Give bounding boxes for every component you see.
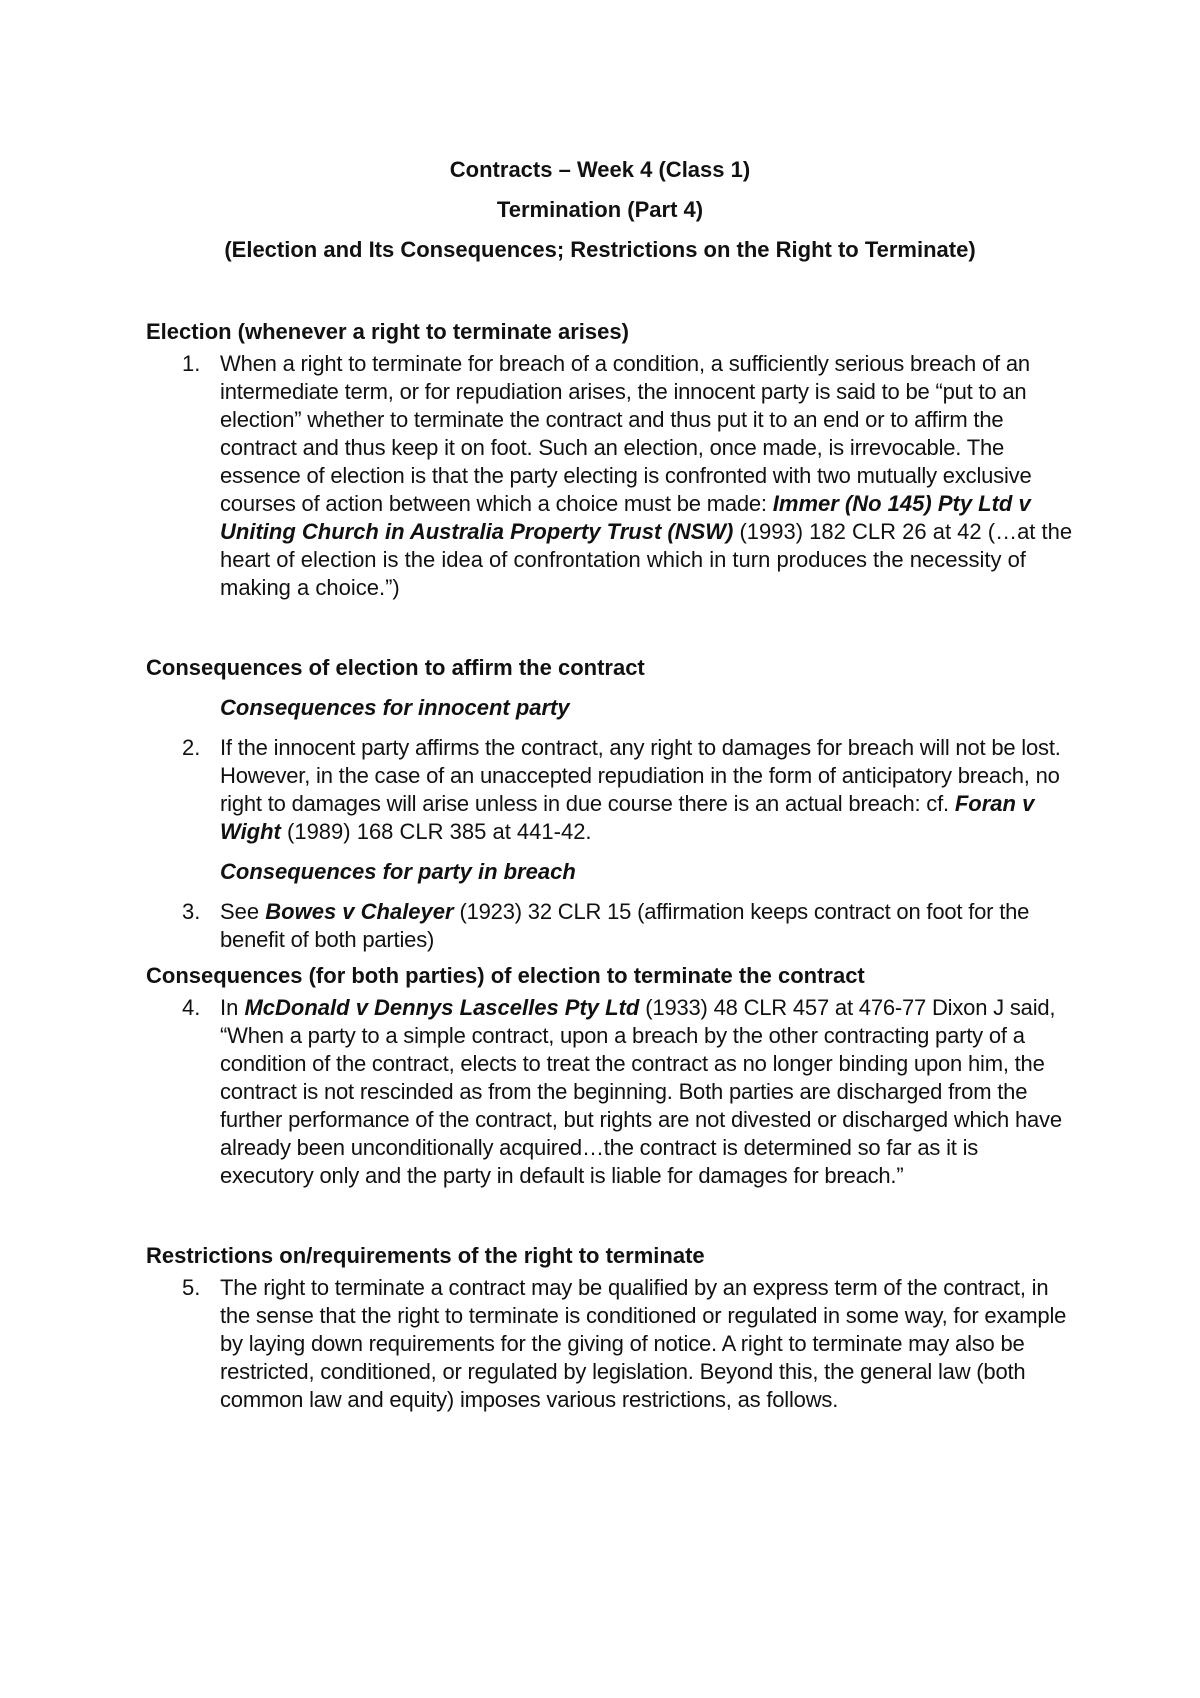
item-text: (1993) 182 CLR 26 at 42 (…at the heart of election is the idea of confrontation which in turn produces the necessity of making a choice.”) xyxy=(220,519,1073,600)
item-text: See xyxy=(220,899,266,924)
list-item-2 xyxy=(146,734,1076,846)
document-title: Contracts – Week 4 (Class 1) xyxy=(449,157,751,182)
item-number: 1. xyxy=(182,351,201,376)
heading-election: Election (whenever a right to terminate arises) xyxy=(146,319,629,344)
heading-terminate: Consequences (for both parties) of election to terminate the contract xyxy=(146,963,865,988)
item-text: The right to terminate a contract may be qualified by an express term of the contract, in the sense that the right to terminate is conditioned or regulated in some way, for example by laying down requirements for the giving of notice. A right to terminate may also be restricted, conditioned, or regulated by legislation. Beyond this, the general law (both common law and equity) imposes various restrictions, as follows. xyxy=(220,1275,1067,1412)
case-citation: Bowes v Chaleyer xyxy=(265,899,454,924)
list-item-1 xyxy=(146,350,1076,602)
subheading-party-in-breach: Consequences for party in breach xyxy=(220,859,576,884)
title-block xyxy=(0,156,1200,276)
item-number: 2. xyxy=(182,735,201,760)
list-item-3 xyxy=(146,898,1076,954)
document-topic: (Election and Its Consequences; Restrictions on the Right to Terminate) xyxy=(224,237,976,262)
heading-affirm: Consequences of election to affirm the contract xyxy=(146,655,645,680)
list-item-5 xyxy=(146,1274,1076,1414)
item-text: (1989) 168 CLR 385 at 441-42. xyxy=(280,819,592,844)
item-text: In xyxy=(220,995,245,1020)
case-citation: McDonald v Dennys Lascelles Pty Ltd xyxy=(244,995,640,1020)
item-text: If the innocent party affirms the contract, any right to damages for breach will not be lost. However, in the case of an unaccepted repudiation in the form of anticipatory breach, no right to damages will arise unless in due course there is an actual breach: cf. xyxy=(220,735,1061,816)
item-text: When a right to terminate for breach of a condition, a sufficiently serious breach of an intermediate term, or for repudiation arises, the innocent party is said to be “put to an election” whether to terminate the contract and thus put it to an end or to affirm the contract and thus keep it on foot. Such an election, once made, is irrevocable. The essence of election is that the party electing is confronted with two mutually exclusive courses of action between which a choice must be made: xyxy=(220,351,1032,516)
case-citation: Foran v Wight xyxy=(220,791,1035,844)
item-number: 4. xyxy=(182,995,201,1020)
list-item-4 xyxy=(146,994,1076,1190)
subheading-innocent-party: Consequences for innocent party xyxy=(220,695,570,720)
heading-restrictions: Restrictions on/requirements of the right to terminate xyxy=(146,1243,705,1268)
item-text: (1923) 32 CLR 15 (affirmation keeps contract on foot for the benefit of both parties) xyxy=(220,899,1030,952)
item-number: 3. xyxy=(182,899,201,924)
case-citation: Immer (No 145) Pty Ltd v Uniting Church in Australia Property Trust (NSW) xyxy=(220,491,1031,544)
document-body xyxy=(146,318,1076,1414)
item-number: 5. xyxy=(182,1275,201,1300)
document-subtitle: Termination (Part 4) xyxy=(496,197,704,222)
item-text: (1933) 48 CLR 457 at 476-77 Dixon J said, “When a party to a simple contract, upon a breach by the other contracting party of a condition of the contract, elects to treat the contract as no longer binding upon him, the contract is not rescinded as from the beginning. Both parties are discharged from the further performance of the contract, but rights are not divested or discharged which have already been unconditionally acquired…the contract is determined so far as it is executory only and the party in default is liable for damages for breach.” xyxy=(220,995,1062,1188)
